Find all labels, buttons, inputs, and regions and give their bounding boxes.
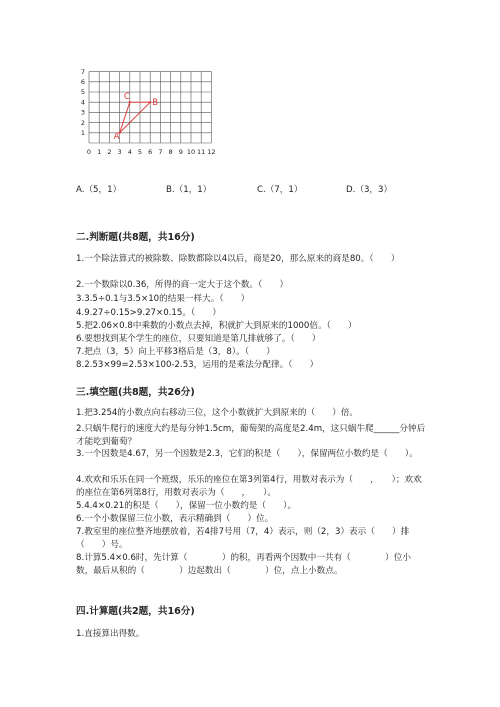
- fill-question-1: 1.把3.254的小数点向右移动三位，这个小数就扩大到原来的（ ）倍。: [76, 408, 359, 418]
- judge-question-3: 3.3.5÷0.1与3.5×10的结果一样大。（ ）: [76, 294, 250, 304]
- fill-question-5: 5.4.4×0.21的积是（ ），保留一位小数约是（ ）。: [76, 501, 297, 511]
- judge-question-6: 6.要想找到某个学生的座位，只要知道是第几排就够了。（ ）: [76, 334, 321, 344]
- x-tick-label: 2: [107, 148, 112, 156]
- section-title-judgement: 二.判断题(共8题，共16分): [76, 232, 195, 243]
- fill-question-6: 6.一个小数保留三位小数，表示精确到（ ）位。: [76, 514, 274, 524]
- x-tick-label: 6: [148, 148, 153, 156]
- option-d: D.（3，3）: [346, 185, 393, 195]
- option-b: B.（1，1）: [166, 185, 212, 195]
- judge-question-2: 2.一个数除以0.36，所得的商一定大于这个数。（ ）: [76, 280, 289, 290]
- x-tick-label: 12: [207, 148, 216, 156]
- fill-question-8: 8.计算5.4×0.6时，先计算（ ）的积，再看两个因数中一共有（ ）位小数，最后从积的（ ）边起数出（ ）位，点上小数点。: [76, 553, 411, 576]
- judge-question-7: 7.把点（3，5）向上平移3格后是（3，8）。（ ）: [76, 347, 275, 357]
- judge-question-1: 1.一个除法算式的被除数、除数都除以4以后，商是20，那么原来的商是80。（ ）: [76, 254, 400, 264]
- y-tick-label: 2: [80, 118, 85, 127]
- section-title-calc: 四.计算题(共2题，共16分): [76, 606, 195, 617]
- x-tick-label: 4: [127, 148, 132, 156]
- y-tick-label: 5: [80, 88, 85, 97]
- x-tick-label: 10: [186, 148, 196, 156]
- option-c: C.（7，1）: [257, 185, 303, 195]
- x-tick-label: 9: [178, 148, 183, 156]
- point-B: [149, 101, 151, 103]
- answer-options: [0, 183, 500, 197]
- calc-question-1: 1.直接算出得数。: [76, 629, 145, 639]
- point-label-C: C: [123, 92, 130, 103]
- x-tick-label: 0: [86, 148, 92, 156]
- x-tick-label: 8: [168, 148, 173, 156]
- y-tick-label: 4: [80, 98, 85, 107]
- section-title-fill: 三.填空题(共8题，共26分): [76, 387, 195, 398]
- x-tick-label: 1: [97, 148, 102, 156]
- judge-question-4: 4.9.27÷0.15>9.27×0.15。（ ）: [76, 308, 222, 318]
- x-tick-label: 5: [137, 148, 143, 156]
- fill-question-3: 3.一个因数是4.67，另一个因数是2.3，它们的积是（ ），保留两位小数约是（ ）。: [76, 449, 418, 459]
- option-a: A.（5，1）: [76, 185, 122, 195]
- fill-question-4: 4.欢欢和乐乐在同一个班级，乐乐的座位在第3列第4行，用数对表示为（ ， ）；欢欢的座位在第6列第8行，用数对表示为（ ， ）。: [76, 475, 422, 498]
- x-tick-label: 3: [117, 148, 122, 156]
- judge-question-8: 8.2.53×99=2.53×100-2.53，运用的是乘法分配律。（ ）: [76, 360, 319, 370]
- judge-question-5: 5.把2.06×0.8中乘数的小数点去掉，积就扩大到原来的1000倍。（ ）: [76, 321, 357, 331]
- y-tick-label: 1: [80, 129, 85, 137]
- coordinate-grid-figure: [76, 62, 226, 158]
- y-tick-label: 7: [80, 67, 85, 76]
- coordinate-grid: [76, 62, 226, 158]
- point-label-A: A: [113, 131, 120, 142]
- fill-question-7: 7.教室里的座位整齐地摆放着，若4排7号用（7，4）表示，则（2，3）表示（ ）排（ ）号。: [76, 527, 410, 550]
- point-label-B: B: [152, 98, 159, 109]
- fill-question-2: 2.只蜗牛爬行的速度大约是每分钟1.5cm，葡萄架的高度是2.4m，这只蜗牛爬______分钟后才能吃到葡萄？: [76, 424, 426, 447]
- x-tick-label: 7: [158, 148, 163, 156]
- x-tick-label: 11: [197, 148, 206, 156]
- y-tick-label: 3: [80, 108, 85, 117]
- y-tick-label: 6: [80, 78, 85, 86]
